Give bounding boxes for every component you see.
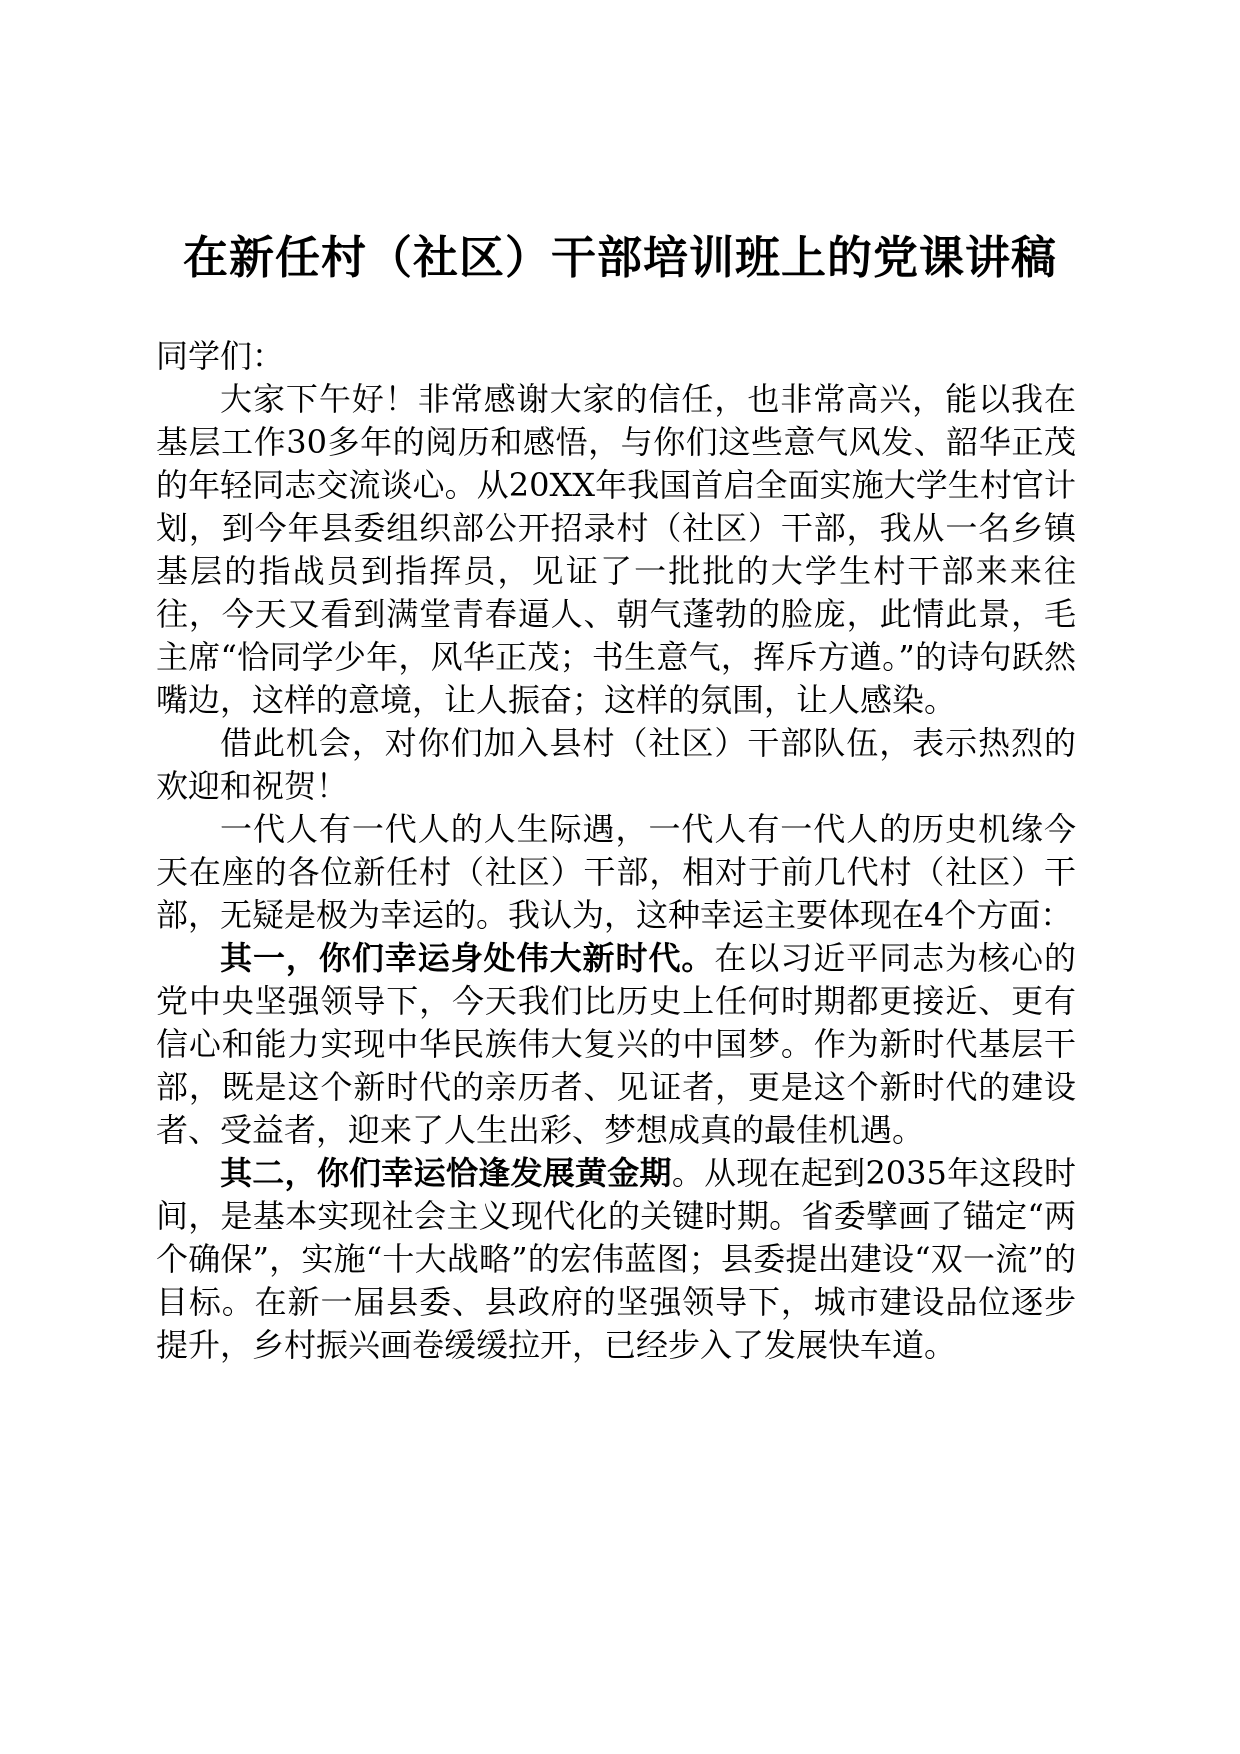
paragraph-text: 借此机会，对你们加入县村（社区）干部队伍，表示热烈的欢迎和祝贺！ [156,724,1076,805]
paragraph-welcome [156,722,1076,808]
paragraph-fortune-intro [156,808,1076,937]
paragraph-point-two [156,1152,1076,1367]
document-title: 在新任村（社区）干部培训班上的党课讲稿 [182,231,1057,284]
document-body [156,335,1076,1367]
paragraph-greeting [156,378,1076,722]
point-heading: 其二，你们幸运恰逢发展黄金期 [220,1154,672,1192]
paragraph-text: 在以习近平同志为核心的党中央坚强领导下，今天我们比历史上任何时期都更接近、更有信心和能力实现中华民族伟大复兴的中国梦。作为新时代基层干部，既是这个新时代的亲历者、见证者，更是这个新时代的建设者、受益者，迎来了人生出彩、梦想成真的最佳机遇。 [156,939,1076,1149]
paragraph-text: 大家下午好！非常感谢大家的信任，也非常高兴，能以我在基层工作30多年的阅历和感悟，与你们这些意气风发、韶华正茂的年轻同志交流谈心。从20XX年我国首启全面实施大学生村官计划，到今年县委组织部公开招录村（社区）干部，我从一名乡镇基层的指战员到指挥员，见证了一批批的大学生村干部来来往往，今天又看到满堂青春逼人、朝气蓬勃的脸庞，此情此景，毛主席“恰同学少年，风华正茂；书生意气，挥斥方遒。”的诗句跃然嘴边，这样的意境，让人振奋；这样的氛围，让人感染。 [156,380,1076,719]
salutation: 同学们： [156,337,285,375]
paragraph-point-one [156,937,1076,1152]
paragraph-text: 一代人有一代人的人生际遇，一代人有一代人的历史机缘今天在座的各位新任村（社区）干部，相对于前几代村（社区）干部，无疑是极为幸运的。我认为，这种幸运主要体现在4个方面： [156,810,1076,934]
point-heading: 其一，你们幸运身处伟大新时代。 [220,939,715,977]
paragraph-text: 。从现在起到2035年这段时间，是基本实现社会主义现代化的关键时期。省委擘画了锚定“两个确保”，实施“十大战略”的宏伟蓝图；县委提出建设“双一流”的目标。在新一届县委、县政府的坚强领导下，城市建设品位逐步提升，乡村振兴画卷缓缓拉开，已经步入了发展快车道。 [156,1154,1076,1364]
